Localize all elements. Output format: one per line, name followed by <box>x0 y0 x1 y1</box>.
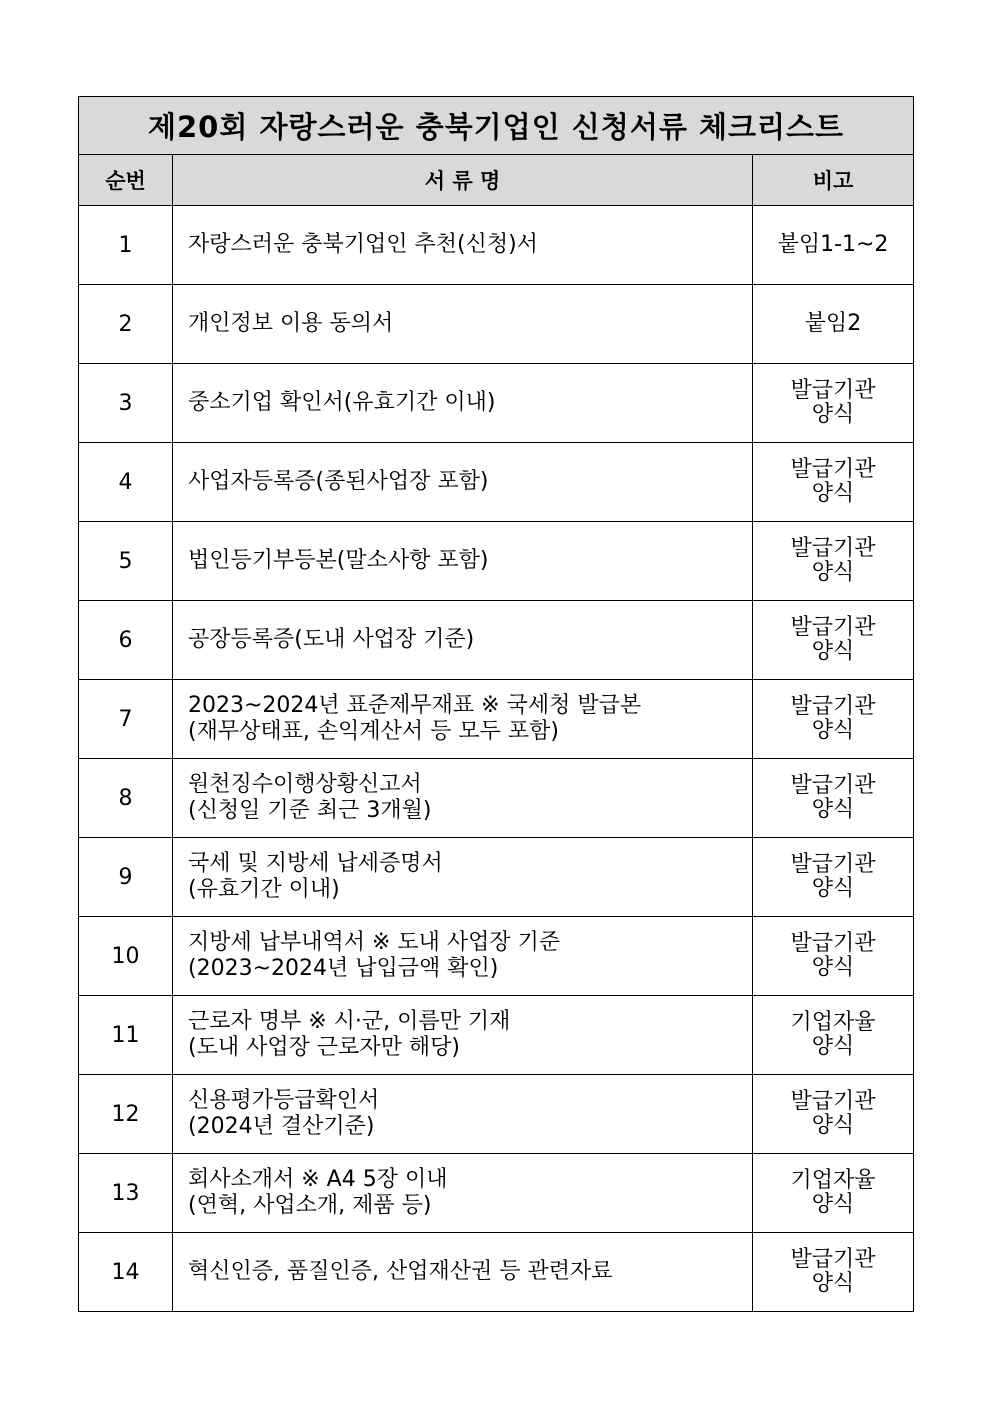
document-name-line: 근로자 명부 ※ 시·군, 이름만 기재 <box>188 1009 511 1034</box>
note-cell <box>753 443 914 522</box>
note-line: 양식 <box>811 718 855 743</box>
row-number: 11 <box>79 996 173 1075</box>
document-name-cell <box>173 996 753 1075</box>
row-number: 7 <box>79 680 173 759</box>
note-line: 붙임1-1~2 <box>777 232 889 257</box>
document-name-cell <box>173 285 753 364</box>
row-number: 14 <box>79 1233 173 1312</box>
document-name-line: 지방세 납부내역서 ※ 도내 사업장 기준 <box>188 930 561 955</box>
note-line: 양식 <box>811 797 855 822</box>
note-line: 붙임2 <box>804 311 862 336</box>
note-line: 기업자율 <box>790 1010 876 1035</box>
note-cell <box>753 759 914 838</box>
note-cell <box>753 364 914 443</box>
document-name-line: 2023~2024년 표준제무재표 ※ 국세청 발급본 <box>188 693 642 718</box>
document-name-cell <box>173 206 753 285</box>
checklist-body <box>79 206 914 1312</box>
document-name-line: 법인등기부등본(말소사항 포함) <box>188 548 489 573</box>
note-line: 양식 <box>811 560 855 585</box>
table-row <box>79 759 914 838</box>
document-name-line: 혁신인증, 품질인증, 산업재산권 등 관련자료 <box>188 1259 613 1284</box>
note-cell <box>753 285 914 364</box>
document-name-line: (2023~2024년 납입금액 확인) <box>188 956 499 981</box>
row-number: 8 <box>79 759 173 838</box>
note-line: 발급기관 <box>790 852 876 877</box>
note-cell <box>753 996 914 1075</box>
row-number: 10 <box>79 917 173 996</box>
table-row <box>79 601 914 680</box>
table-row <box>79 680 914 759</box>
note-cell <box>753 522 914 601</box>
document-name-line: (신청일 기준 최근 3개월) <box>188 798 432 823</box>
column-header-no: 순번 <box>79 155 173 206</box>
note-line: 양식 <box>811 481 855 506</box>
document-name-line: 원천징수이행상황신고서 <box>188 772 422 797</box>
note-cell <box>753 917 914 996</box>
document-name-line: 중소기업 확인서(유효기간 이내) <box>188 390 496 415</box>
table-row <box>79 838 914 917</box>
table-row <box>79 917 914 996</box>
note-cell <box>753 838 914 917</box>
document-name-cell <box>173 917 753 996</box>
note-line: 양식 <box>811 876 855 901</box>
note-cell <box>753 680 914 759</box>
note-line: 양식 <box>811 1034 855 1059</box>
document-name-cell <box>173 838 753 917</box>
note-line: 양식 <box>811 639 855 664</box>
document-name-cell <box>173 680 753 759</box>
table-row <box>79 364 914 443</box>
table-row <box>79 1154 914 1233</box>
document-name-cell <box>173 1075 753 1154</box>
document-name-line: (2024년 결산기준) <box>188 1114 375 1139</box>
note-cell <box>753 206 914 285</box>
document-name-line: (재무상태표, 손익계산서 등 모두 포함) <box>188 719 559 744</box>
table-row <box>79 206 914 285</box>
document-name-cell <box>173 364 753 443</box>
note-line: 양식 <box>811 402 855 427</box>
row-number: 4 <box>79 443 173 522</box>
document-name-line: (도내 사업장 근로자만 해당) <box>188 1035 460 1060</box>
row-number: 3 <box>79 364 173 443</box>
note-line: 양식 <box>811 1192 855 1217</box>
document-name-cell <box>173 601 753 680</box>
note-cell <box>753 1075 914 1154</box>
row-number: 2 <box>79 285 173 364</box>
row-number: 9 <box>79 838 173 917</box>
document-name-line: 자랑스러운 충북기업인 추천(신청)서 <box>188 232 538 257</box>
table-row <box>79 996 914 1075</box>
note-line: 발급기관 <box>790 457 876 482</box>
row-number: 13 <box>79 1154 173 1233</box>
row-number: 5 <box>79 522 173 601</box>
table-row <box>79 1233 914 1312</box>
document-name-line: (연혁, 사업소개, 제품 등) <box>188 1193 432 1218</box>
note-line: 기업자율 <box>790 1168 876 1193</box>
row-number: 6 <box>79 601 173 680</box>
note-line: 양식 <box>811 955 855 980</box>
note-cell <box>753 601 914 680</box>
document-name-cell <box>173 1233 753 1312</box>
table-row <box>79 522 914 601</box>
table-row <box>79 443 914 522</box>
note-line: 양식 <box>811 1113 855 1138</box>
note-line: 발급기관 <box>790 615 876 640</box>
document-name-cell <box>173 522 753 601</box>
document-name-line: 사업자등록증(종된사업장 포함) <box>188 469 489 494</box>
column-header-document-name: 서 류 명 <box>173 155 753 206</box>
document-name-line: 국세 및 지방세 납세증명서 <box>188 851 443 876</box>
document-checklist-table <box>78 96 914 1312</box>
note-line: 발급기관 <box>790 931 876 956</box>
table-row <box>79 1075 914 1154</box>
document-name-cell <box>173 759 753 838</box>
note-line: 발급기관 <box>790 773 876 798</box>
row-number: 12 <box>79 1075 173 1154</box>
document-name-line: (유효기간 이내) <box>188 877 340 902</box>
document-name-line: 신용평가등급확인서 <box>188 1088 380 1113</box>
row-number: 1 <box>79 206 173 285</box>
document-name-cell <box>173 443 753 522</box>
note-line: 발급기관 <box>790 536 876 561</box>
note-line: 발급기관 <box>790 378 876 403</box>
note-line: 양식 <box>811 1271 855 1296</box>
column-header-note: 비고 <box>753 155 914 206</box>
note-line: 발급기관 <box>790 1247 876 1272</box>
table-row <box>79 285 914 364</box>
note-cell <box>753 1233 914 1312</box>
document-name-line: 공장등록증(도내 사업장 기준) <box>188 627 475 652</box>
document-name-line: 회사소개서 ※ A4 5장 이내 <box>188 1167 448 1192</box>
checklist-title: 제20회 자랑스러운 충북기업인 신청서류 체크리스트 <box>79 97 914 155</box>
document-name-cell <box>173 1154 753 1233</box>
note-cell <box>753 1154 914 1233</box>
document-name-line: 개인정보 이용 동의서 <box>188 311 394 336</box>
note-line: 발급기관 <box>790 1089 876 1114</box>
note-line: 발급기관 <box>790 694 876 719</box>
